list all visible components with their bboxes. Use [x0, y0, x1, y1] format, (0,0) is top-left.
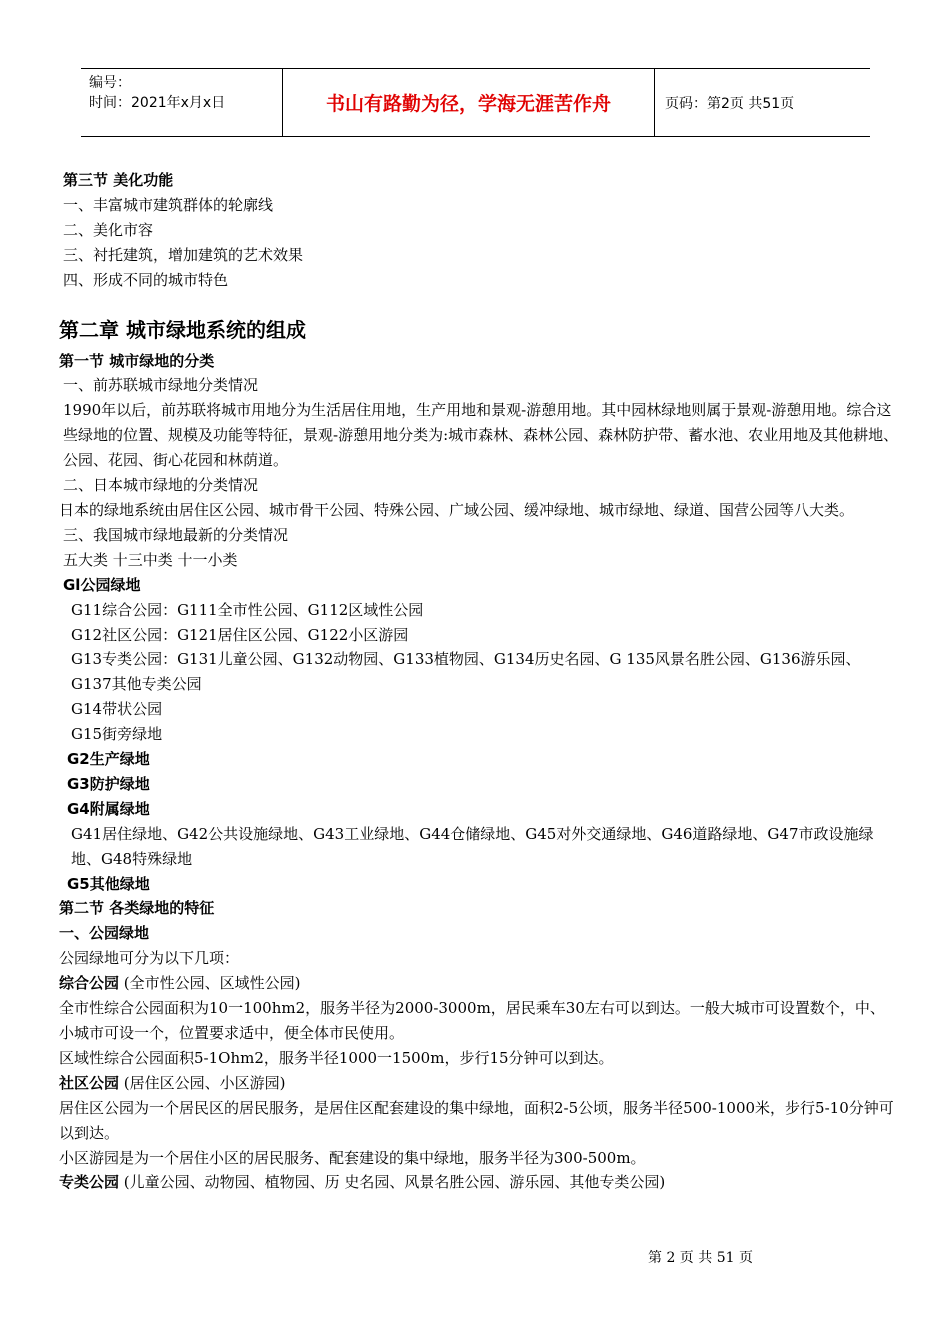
section-heading: 第三节 美化功能 [63, 171, 174, 189]
category-item: G41居住绿地、G42公共设施绿地、G43工业绿地、G44仓储绿地、G45对外交通绿地、G46道路绿地、G47市政设施绿地、G48特殊绿地 [71, 824, 874, 868]
document-number-label: 编号： [89, 75, 131, 91]
paragraph: 1990年以后，前苏联将城市用地分为生活居住用地，生产用地和景观-游憩用地。其中园林绿地则属于景观-游憩用地。综合这些绿地的位置、规模及功能等特征，景观-游憩用地分类为:城市森林、森林公园、森林防护带、蓄水池、农业用地及其他耕地、公园、花园、街心花园和林荫道。 [63, 401, 899, 470]
list-item: 四、形成不同的城市特色 [63, 270, 229, 289]
page-header [81, 68, 870, 137]
page-footer: 第 2 页 共 51 页 [648, 1250, 753, 1266]
subsection-heading: 三、我国城市绿地最新的分类情况 [63, 525, 289, 544]
paragraph: 区域性综合公园面积5-1Ohm2，服务半径1000一1500m，步行15分钟可以到达。 [59, 1048, 614, 1067]
header-page-code: 页码：第2页 共51页 [665, 95, 795, 112]
header-motto: 书山有路勤为径，学海无涯苦作舟 [282, 69, 655, 136]
paragraph: 日本的绿地系统由居住区公园、城市骨干公园、特殊公园、广域公园、缓冲绿地、城市绿地、绿道、国营公园等八大类。 [59, 500, 855, 519]
section-heading: 第一节 城市绿地的分类 [59, 351, 215, 370]
section-heading: 第二节 各类绿地的特征 [59, 899, 215, 918]
paragraph: 公园绿地可分为以下几项： [59, 949, 240, 968]
list-item: 一、丰富城市建筑群体的轮廓线 [63, 195, 274, 214]
term-label: 社区公园 [59, 1073, 120, 1092]
category-item: G11综合公园：G111全市性公园、G112区域性公园 [71, 600, 424, 619]
term-detail: (全市性公园、区域性公园) [123, 974, 301, 993]
paragraph: 小区游园是为一个居住小区的居民服务、配套建设的集中绿地，服务半径为300-500m。 [59, 1148, 646, 1167]
category-item: G14带状公园 [71, 700, 163, 719]
term-line [59, 1071, 899, 1096]
list-item: 二、美化市容 [63, 220, 154, 239]
term-label: 专类公园 [59, 1173, 120, 1192]
document-time-label: 时间：2021年x月x日 [89, 95, 226, 111]
category-item: G13专类公园：G131儿童公园、G132动物园、G133植物园、G134历史名园、G 135风景名胜公园、G136游乐园、G137其他专类公园 [71, 650, 861, 694]
term-detail: (居住区公园、小区游园) [123, 1073, 286, 1092]
category-heading: Gl公园绿地 [63, 575, 141, 594]
category-heading: G2生产绿地 [67, 750, 150, 769]
category-item: G15街旁绿地 [71, 725, 163, 744]
term-label: 综合公园 [59, 974, 120, 993]
term-line [59, 1170, 899, 1195]
paragraph: 居住区公园为一个居民区的居民服务，是居住区配套建设的集中绿地，面积2-5公顷，服务半径500-1000米，步行5-10分钟可以到达。 [59, 1098, 894, 1142]
chapter-heading: 第二章 城市绿地系统的组成 [59, 317, 306, 342]
term-line [59, 971, 899, 996]
category-item: G12社区公园：G121居住区公园、G122小区游园 [71, 625, 409, 644]
category-heading: G4附属绿地 [67, 799, 150, 818]
category-heading: G3防护绿地 [67, 774, 150, 793]
subsection-heading: 二、日本城市绿地的分类情况 [63, 476, 259, 495]
list-item: 三、衬托建筑，增加建筑的艺术效果 [63, 245, 304, 264]
header-meta [81, 69, 282, 136]
term-detail: (儿童公园、动物园、植物园、历 史名园、风景名胜公园、游乐园、其他专类公园) [123, 1173, 666, 1192]
subsection-heading: 一、前苏联城市绿地分类情况 [63, 376, 259, 395]
paragraph: 五大类 十三中类 十一小类 [63, 550, 238, 569]
paragraph: 全市性综合公园面积为10一100hm2，服务半径为2000-3000m，居民乘车30左右可以到达。一般大城市可设置数个，中、小城市可设一个，位置要求适中，便全体市民使用。 [59, 999, 885, 1042]
category-heading: G5其他绿地 [67, 874, 150, 893]
subsection-heading: 一、公园绿地 [59, 924, 150, 943]
document-body [59, 168, 899, 1195]
